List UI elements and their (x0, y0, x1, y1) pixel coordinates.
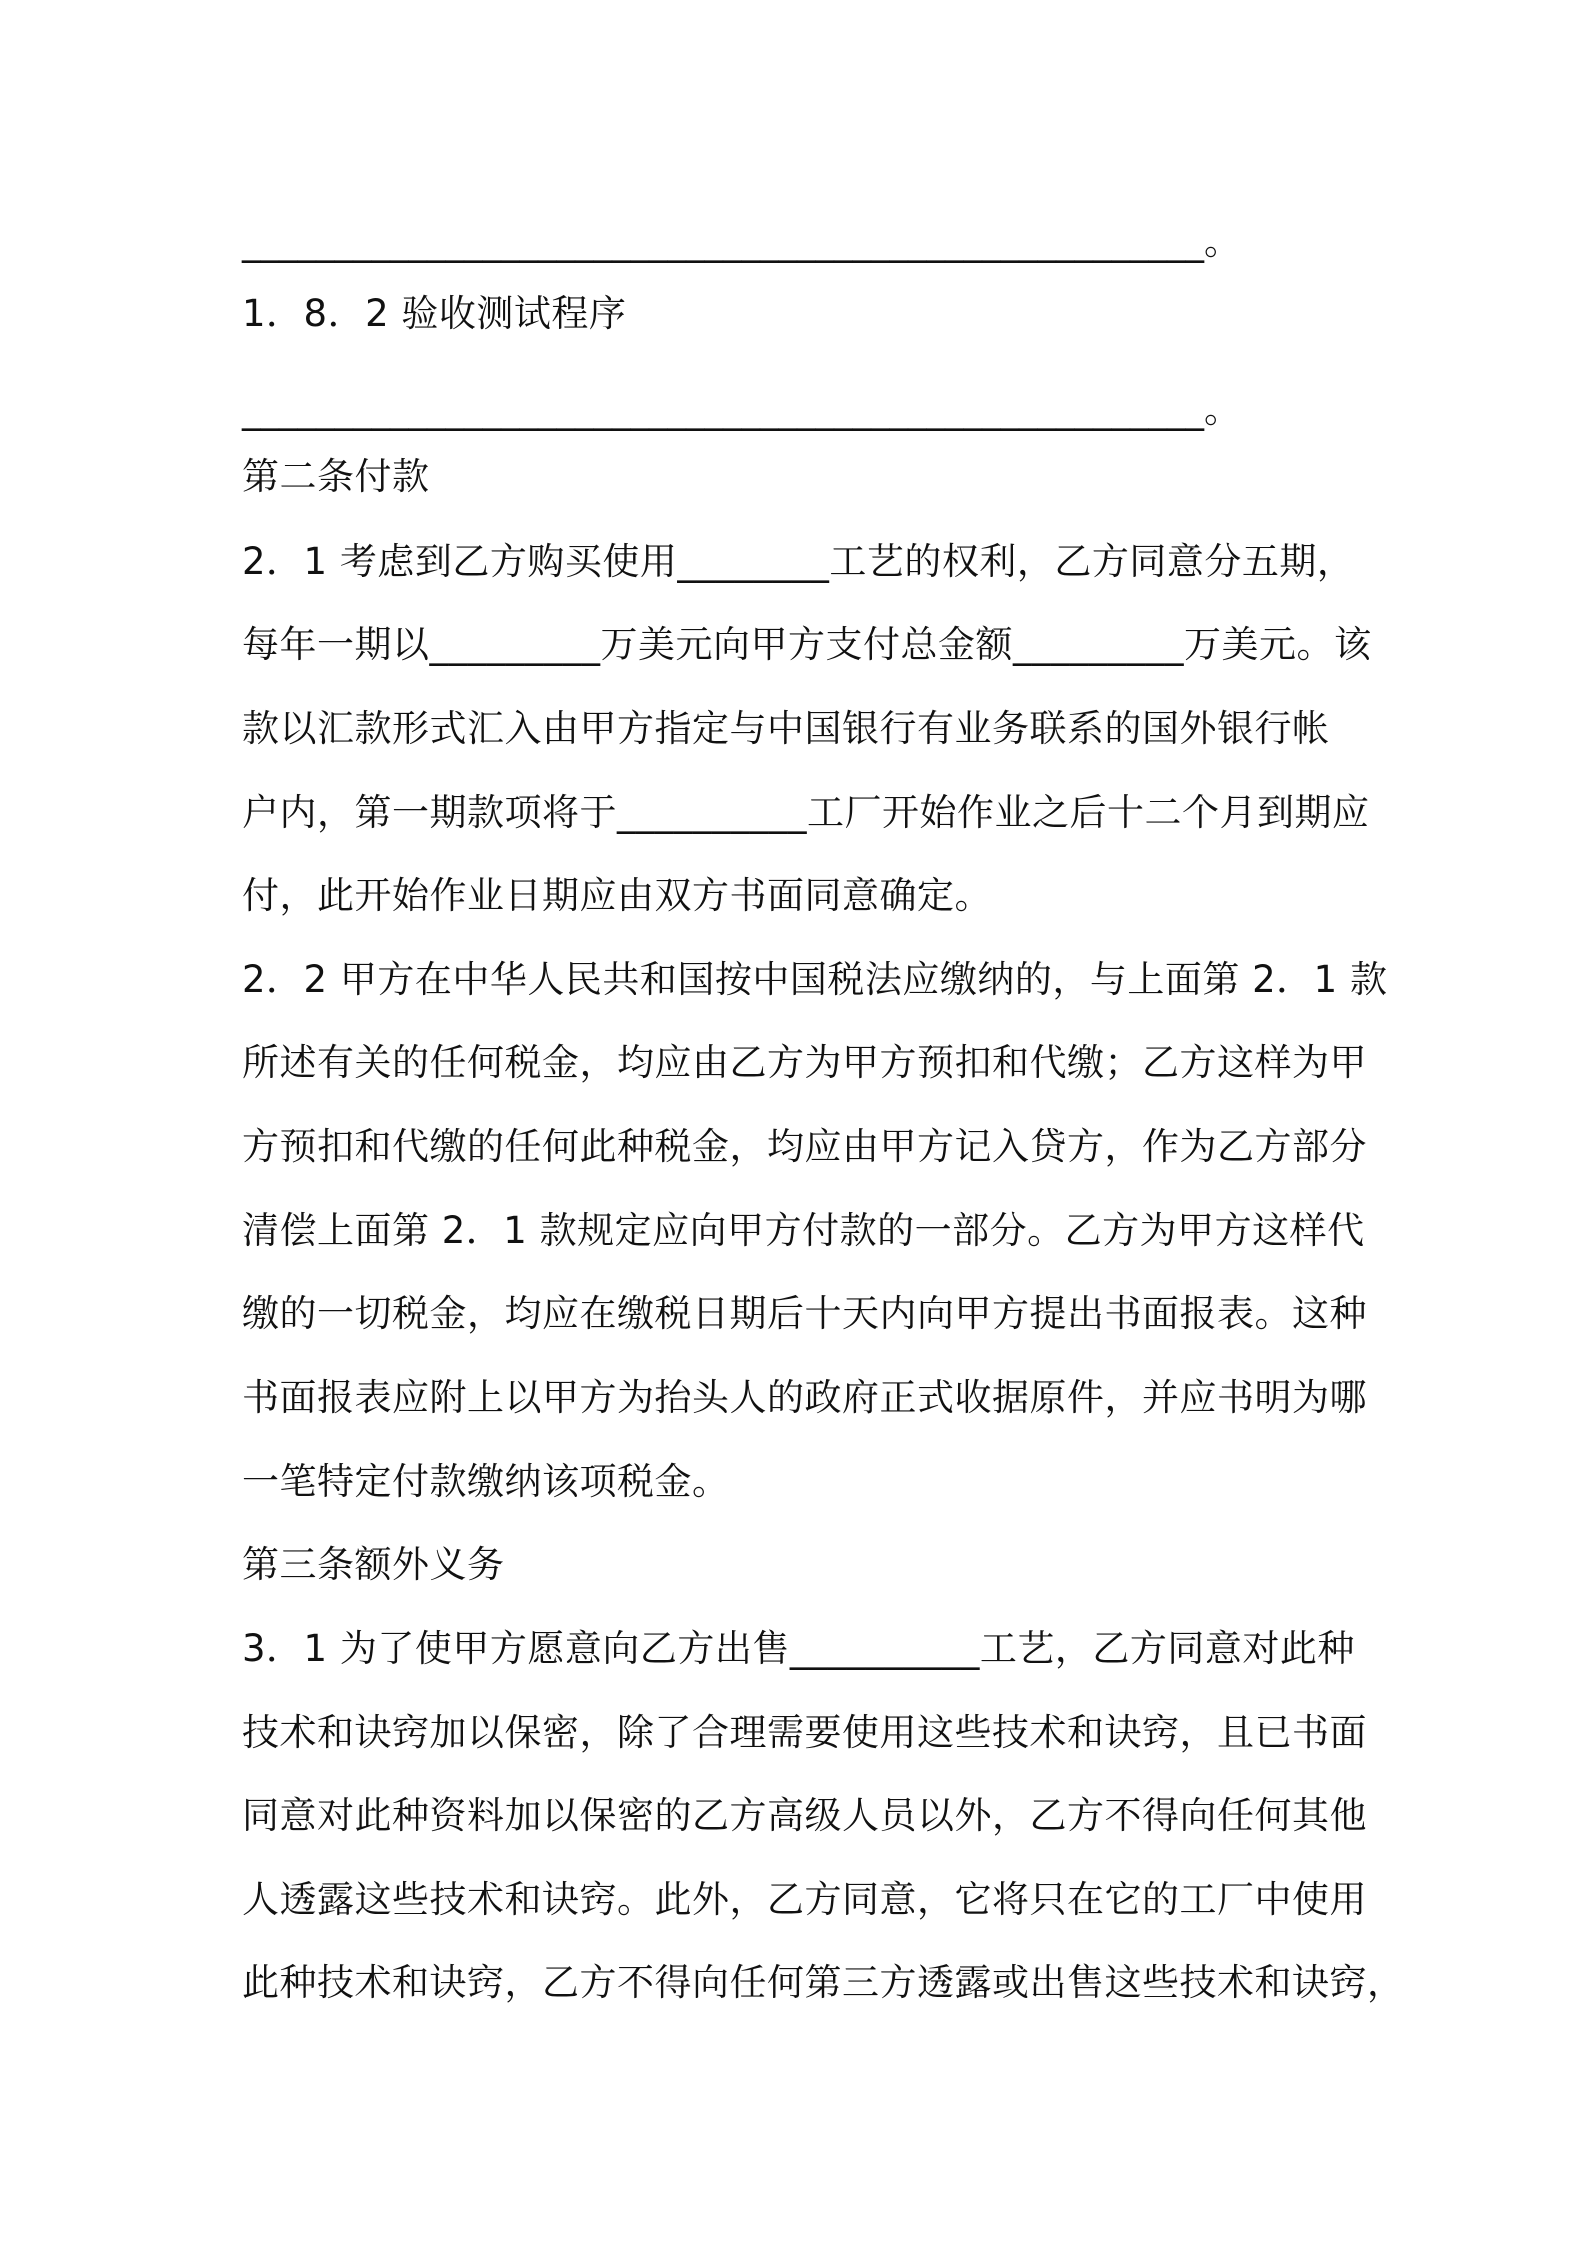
paragraph-line: 2．1 考虑到乙方购买使用________工艺的权利，乙方同意分五期， (242, 540, 1355, 583)
paragraph-line: 2．2 甲方在中华人民共和国按中国税法应缴纳的，与上面第 2．1 款 (242, 958, 1388, 1001)
paragraph-line: 同意对此种资料加以保密的乙方高级人员以外，乙方不得向任何其他 (242, 1794, 1367, 1837)
paragraph-line: 缴的一切税金，均应在缴税日期后十天内向甲方提出书面报表。这种 (242, 1292, 1367, 1335)
heading-article-3: 第三条额外义务 (242, 1543, 505, 1586)
blank-line: ____________________________________________________。 (242, 220, 1241, 263)
paragraph-line: 书面报表应附上以甲方为抬头人的政府正式收据原件，并应书明为哪 (242, 1376, 1367, 1419)
blank-line: ____________________________________________________。 (242, 388, 1241, 431)
paragraph-line: 所述有关的任何税金，均应由乙方为甲方预扣和代缴；乙方这样为甲 (242, 1041, 1367, 1084)
paragraph-line: 款以汇款形式汇入由甲方指定与中国银行有业务联系的国外银行帐 (242, 707, 1330, 750)
paragraph-line: 清偿上面第 2．1 款规定应向甲方付款的一部分。乙方为甲方这样代 (242, 1209, 1365, 1252)
paragraph-line: 人透露这些技术和诀窍。此外，乙方同意，它将只在它的工厂中使用 (242, 1878, 1367, 1921)
paragraph-line: 方预扣和代缴的任何此种税金，均应由甲方记入贷方，作为乙方部分 (242, 1125, 1367, 1168)
paragraph-line: 一笔特定付款缴纳该项税金。 (242, 1460, 730, 1503)
paragraph-line: 户内，第一期款项将于__________工厂开始作业之后十二个月到期应 (242, 791, 1370, 834)
paragraph-line: 付，此开始作业日期应由双方书面同意确定。 (242, 874, 992, 917)
paragraph-line: 技术和诀窍加以保密，除了合理需要使用这些技术和诀窍，且已书面 (242, 1711, 1367, 1754)
paragraph-line: 此种技术和诀窍，乙方不得向任何第三方透露或出售这些技术和诀窍， (242, 1961, 1405, 2004)
section-1-8-2: 1．8．2 验收测试程序 (242, 292, 627, 335)
paragraph-line: 每年一期以_________万美元向甲方支付总金额_________万美元。该 (242, 623, 1372, 666)
heading-article-2: 第二条付款 (242, 455, 430, 498)
paragraph-line: 3．1 为了使甲方愿意向乙方出售__________工艺，乙方同意对此种 (242, 1627, 1355, 1670)
